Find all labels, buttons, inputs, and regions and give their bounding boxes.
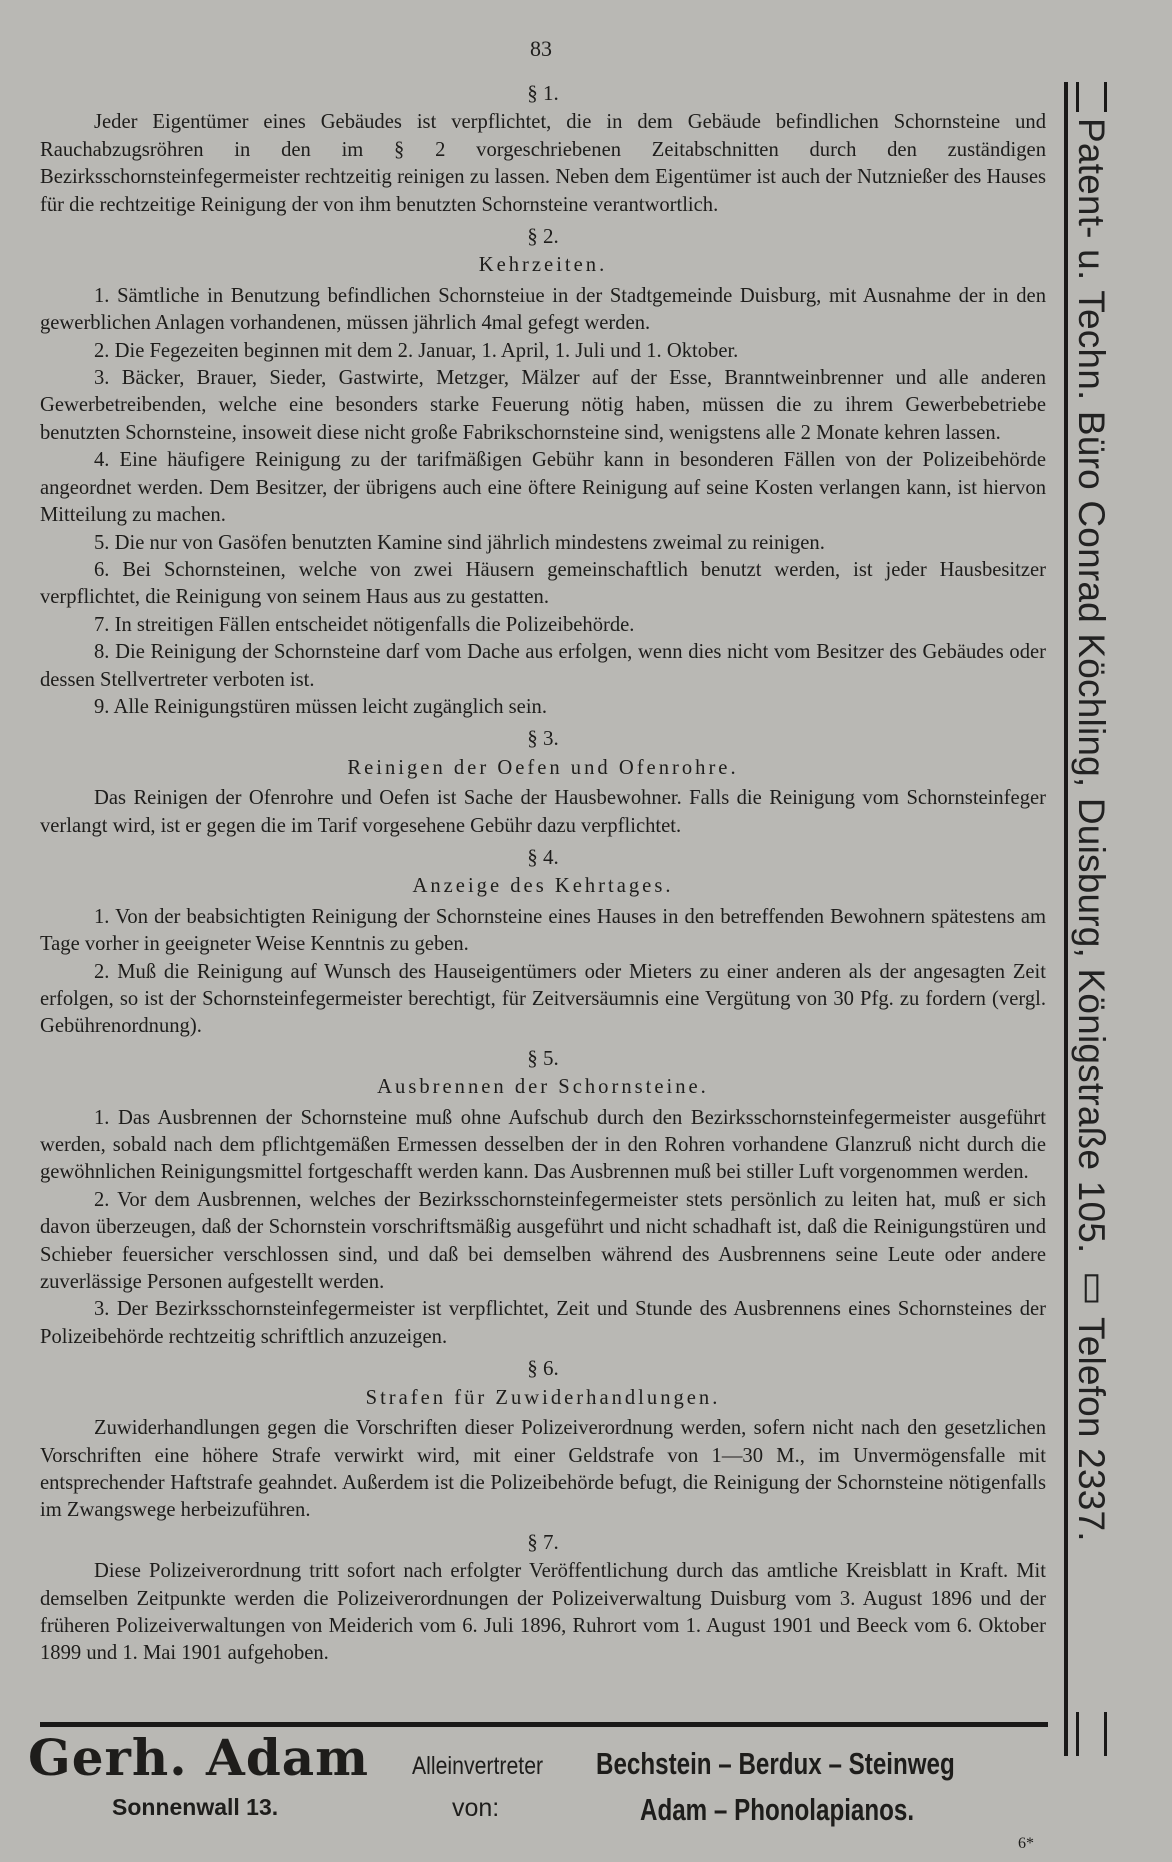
section-title: Strafen für Zuwiderhandlungen. (365, 1386, 721, 1409)
section-heading: § 4. (527, 844, 559, 869)
section-heading: § 3. (527, 726, 559, 751)
ordinance-text (40, 76, 1046, 1668)
side-advert: Patent- u. Techn. Büro Conrad Köchling, Duisburg, Königstraße 105. ▯ Telefon 2337. (1071, 118, 1112, 1542)
paragraph: Das Reinigen der Ofenrohre und Oefen ist Sache der Hausbewohner. Falls die Reinigung vom Schornsteinfeger verlangt wird, ist er gegen die im Tarif vorgesehene Gebühr dazu verpflichtet. (40, 787, 1046, 837)
paragraph: 4. Eine häufigere Reinigung zu der tarifmäßigen Gebühr kann in besonderen Fällen von der Polizeibehörde angeordnet werden. Dem Besitzer, der übrigens auch eine öftere Reinigung auf seine Kosten verlangen kann, ist hiervon Mitteilung zu machen. (40, 449, 1046, 527)
border-line (1076, 82, 1079, 112)
border-line (1104, 1712, 1107, 1756)
paragraph: 1. Das Ausbrennen der Schornsteine muß ohne Aufschub durch den Bezirksschornsteinfegermeister ausgeführt werden, sobald nach dem pflichtgemäßen Ermessen desselben der in den Rohren vorhandene Glanzruß nicht durch die gewöhnlichen Reinigungsmittel fortgeschafft werden kann. Das Ausbrennen muß bei stiller Luft vorgenommen werden. (40, 1106, 1046, 1184)
section-heading: § 7. (527, 1529, 559, 1554)
section-heading: § 5. (527, 1045, 559, 1070)
paragraph: 5. Die nur von Gasöfen benutzten Kamine sind jährlich mindestens zweimal zu reinigen. (94, 531, 825, 554)
border-line (1104, 82, 1107, 112)
paragraph: 8. Die Reinigung der Schornsteine darf vom Dache aus erfolgen, wenn dies nicht vom Besitzer des Gebäudes oder dessen Stellvertreter verboten ist. (40, 641, 1046, 691)
signature-mark: 6* (1018, 1835, 1034, 1852)
border-line (1076, 1712, 1079, 1756)
advert-address: Sonnenwall 13. (112, 1794, 279, 1820)
paragraph: 2. Die Fegezeiten beginnen mit dem 2. Januar, 1. April, 1. Juli und 1. Oktober. (94, 339, 739, 362)
separator-rule (40, 1722, 1048, 1727)
paragraph: 3. Bäcker, Brauer, Sieder, Gastwirte, Metzger, Mälzer auf der Esse, Branntweinbrenner und alle anderen Gewerbetreibenden, welche eine besonders starke Feuerung nötig haben, müssen die zu ihrem Gewerbebetriebe benutzten Schornsteine, insoweit diese nicht große Fabrikschornsteine sind, wenigstens alle 2 Monate kehren lassen. (40, 367, 1046, 444)
paragraph: 1. Von der beabsichtigten Reinigung der Schornsteine eines Hauses in den betreffenden Bewohnern spätestens am Tage vorher in geeigneter Weise Kenntnis zu geben. (40, 905, 1046, 956)
section-title: Ausbrennen der Schornsteine. (377, 1076, 709, 1099)
paragraph: 2. Vor dem Ausbrennen, welches der Bezirksschornsteinfegermeister stets persönlich zu leiten hat, muß er sich davon überzeugen, daß der Schornstein vorschriftsmäßig ausgeführt und nicht schadhaft ist, daß die Reinigungstüren und Schieber feuersicher verschlossen sind, und daß bei demselben während des Ausbrennens seine Leute oder andere zuverlässige Personen aufgestellt werden. (40, 1188, 1046, 1294)
section-title: Anzeige des Kehrtages. (412, 875, 674, 898)
advert-von: von: (452, 1794, 500, 1822)
advert-representative: Alleinvertreter (412, 1752, 544, 1780)
page-number: 83 (530, 36, 552, 61)
paragraph: 3. Der Bezirksschornsteinfegermeister ist verpflichtet, Zeit und Stunde des Ausbrennens eines Schornsteines der Polizeibehörde rechtzeitig schriftlich anzuzeigen. (40, 1298, 1046, 1348)
paragraph: 6. Bei Schornsteinen, welche von zwei Häusern gemeinschaftlich benutzt werden, ist jeder Hausbesitzer verpflichtet, die Reinigung von seinem Haus aus zu gestatten. (40, 558, 1046, 609)
paragraph: Zuwiderhandlungen gegen die Vorschriften dieser Polizeiverordnung werden, sofern nicht nach den gesetzlichen Vorschriften eine höhere Strafe verwirkt wird, mit einer Geldstrafe von 1—30 M., im Unvermögensfalle mit entsprechender Haftstrafe geahndet. Außerdem ist die Polizeibehörde befugt, die Reinigung der Schornsteine nötigenfalls im Zwangswege herbeizuführen. (40, 1417, 1046, 1522)
paragraph: Jeder Eigentümer eines Gebäudes ist verpflichtet, die in dem Gebäude befindlichen Schornsteine und Rauchabzugsröhren in den im § 2 vorgeschriebenen Zeitabschnitten durch den zuständigen Bezirksschornsteinfegermeister rechtzeitig reinigen zu lassen. Neben dem Eigentümer ist auch der Nutznießer des Hauses für die rechtzeitige Reinigung der von ihm benutzten Schornsteine verantwortlich. (40, 111, 1046, 216)
border-line (1064, 82, 1068, 1756)
section-heading: § 1. (527, 81, 559, 105)
advert-company-name: Gerh. Adam (28, 1728, 370, 1787)
paragraph: 2. Muß die Reinigung auf Wunsch des Hauseigentümers oder Mieters zu einer anderen als der angesagten Zeit erfolgen, so ist der Schornsteinfegermeister berechtigt, für Zeitversäumnis eine Vergütung von 30 Pfg. zu fordern (vergl. Gebührenordnung). (40, 960, 1046, 1038)
paragraph: Diese Polizeiverordnung tritt sofort nach erfolgter Veröffentlichung durch das amtliche Kreisblatt in Kraft. Mit demselben Zeitpunkte werden die Polizeiverordnungen der Polizeiverwaltung Duisburg vom 3. August 1896 und der früheren Polizeiverwaltungen von Meiderich vom 6. Juli 1896, Ruhrort vom 1. August 1901 und Beeck vom 6. Oktober 1899 und 1. Mai 1901 aufgehoben. (40, 1560, 1046, 1665)
section-heading: § 2. (527, 224, 559, 249)
advert-brands-1: Bechstein – Berdux – Steinweg (596, 1746, 955, 1781)
section-title: Kehrzeiten. (478, 254, 608, 277)
ordinance-body (40, 80, 1046, 1668)
paragraph: 7. In streitigen Fällen entscheidet nötigenfalls die Polizeibehörde. (94, 613, 635, 636)
advert-brands-2: Adam – Phonolapianos. (640, 1792, 915, 1827)
section-title: Reinigen der Oefen und Ofenrohre. (347, 756, 739, 779)
paragraph: 1. Sämtliche in Benutzung befindlichen Schornsteiue in der Stadtgemeinde Duisburg, mit Ausnahme der in den gewerblichen Anlagen vorhandenen, müssen jährlich 4mal gefegt werden. (40, 284, 1046, 335)
section-heading: § 6. (527, 1356, 559, 1381)
paragraph: 9. Alle Reinigungstüren müssen leicht zugänglich sein. (94, 695, 547, 718)
